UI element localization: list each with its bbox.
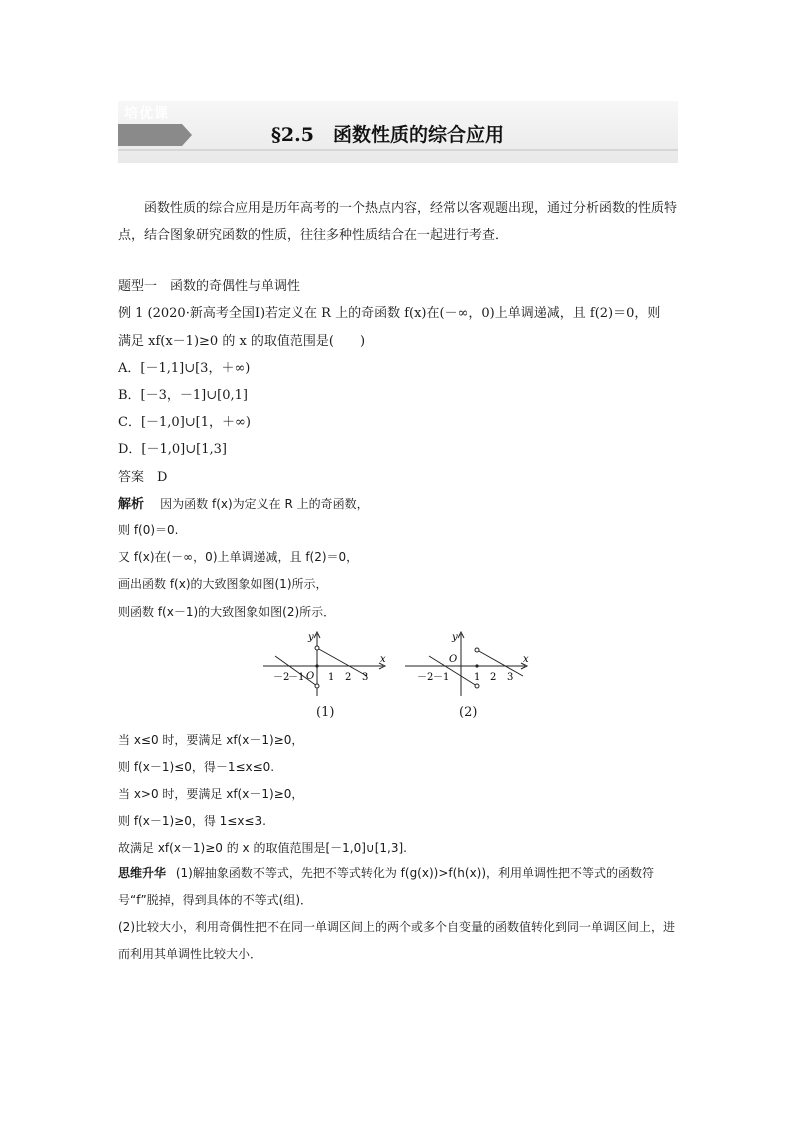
fig1-tick-m2: －2 [273,672,290,683]
figure-2-graph [405,632,529,696]
solution-after-4: 则 f(x－1)≥0，得 1≤x≤3. [118,814,266,828]
fig2-tick-3: 3 [507,672,514,683]
fig1-tick-3: 3 [362,672,369,683]
solution-line-5: 则函数 f(x－1)的大致图象如图(2)所示． [118,605,336,619]
solution-after-3: 当 x>0 时，要满足 xf(x－1)≥0， [118,787,304,801]
fig1-x-label: x [380,654,386,665]
fig1-tick-1: 1 [328,672,335,683]
fig1-open-point-low [315,684,319,688]
summary-paragraph-1 [118,860,678,914]
fig2-origin-label: O [449,654,458,665]
figure-2-caption: (2) [459,705,478,720]
banner-tag: 培优课 [124,106,169,122]
fig1-tick-m1: －1 [288,672,305,683]
summary-label: 思维升华 [118,866,167,880]
figure-1-graph [263,632,386,696]
summary-paragraph-2: (2)比较大小，利用奇偶性把不在同一单调区间上的两个或多个自变量的函数值转化到同一单调区间上，进而利用其单调性比较大小． [118,920,676,961]
fig2-right-line [477,650,523,676]
example-line-1: 例 1 (2020·新高考全国Ⅰ)若定义在 R 上的奇函数 f(x)在(－∞，0)上单调递减，且 f(2)＝0，则 [118,306,661,321]
solution-text-1: 因为函数 f(x)为定义在 R 上的奇函数， [160,497,369,511]
figure-1-caption: (1) [316,705,335,720]
solution-line-4: 画出函数 f(x)的大致图象如图(1)所示， [118,577,328,591]
fig2-open-point-high [475,648,479,652]
fig2-tick-1: 1 [474,672,481,683]
summary-text-1: (1)解抽象函数不等式，先把不等式转化为 f(g(x))>f(h(x))，利用单调性把不等式的函数符号“f”脱掉，得到具体的不等式(组)． [118,866,655,907]
fig2-tick-m1: －1 [433,672,450,683]
banner-divider [118,149,678,151]
fig2-tick-2: 2 [490,672,497,683]
option-b: B．[－3，－1]∪[0,1] [118,388,248,403]
fig2-x-label: x [523,654,529,665]
page-title: §2.5 函数性质的综合应用 [271,124,504,146]
section-heading: 题型一 函数的奇偶性与单调性 [118,279,301,294]
fig1-right-line [317,648,367,676]
fig1-origin-label: O [306,671,315,682]
option-c: C．[－1,0]∪[1，＋∞) [118,415,251,430]
fig2-tick-m2: －2 [417,672,434,683]
solution-after-2: 则 f(x－1)≤0，得－1≤x≤0. [118,760,275,774]
figure-graphs [255,628,545,698]
solution-after-5: 故满足 xf(x－1)≥0 的 x 的取值范围是[－1,0]∪[1,3]. [118,841,407,855]
solution-label: 解析 [118,497,145,512]
solution-line-2: 则 f(0)＝0. [118,523,179,537]
fig1-origin-point [315,664,318,667]
option-a: A．[－1,1]∪[3，＋∞) [118,361,251,376]
fig1-y-label: y [308,632,314,643]
fig2-point-1 [475,664,478,667]
solution-line-1 [118,493,369,512]
fig2-open-point-low [475,684,479,688]
fig1-open-point-high [315,646,319,650]
title-banner [118,101,678,163]
intro-paragraph: 函数性质的综合应用是历年高考的一个热点内容，经常以客观题出现，通过分析函数的性质特点，结合图象研究函数的性质，往往多种性质结合在一起进行考查． [118,201,678,243]
banner-tag-shape [118,124,192,146]
fig1-tick-2: 2 [345,672,352,683]
option-d: D．[－1,0]∪[1,3] [118,442,227,457]
example-line-2: 满足 xf(x－1)≥0 的 x 的取值范围是( ) [118,334,366,349]
solution-line-3: 又 f(x)在(－∞，0)上单调递减，且 f(2)＝0， [118,550,359,564]
answer: 答案 D [118,470,168,485]
fig2-y-label: y [452,632,458,643]
solution-after-1: 当 x≤0 时，要满足 xf(x－1)≥0， [118,733,304,747]
